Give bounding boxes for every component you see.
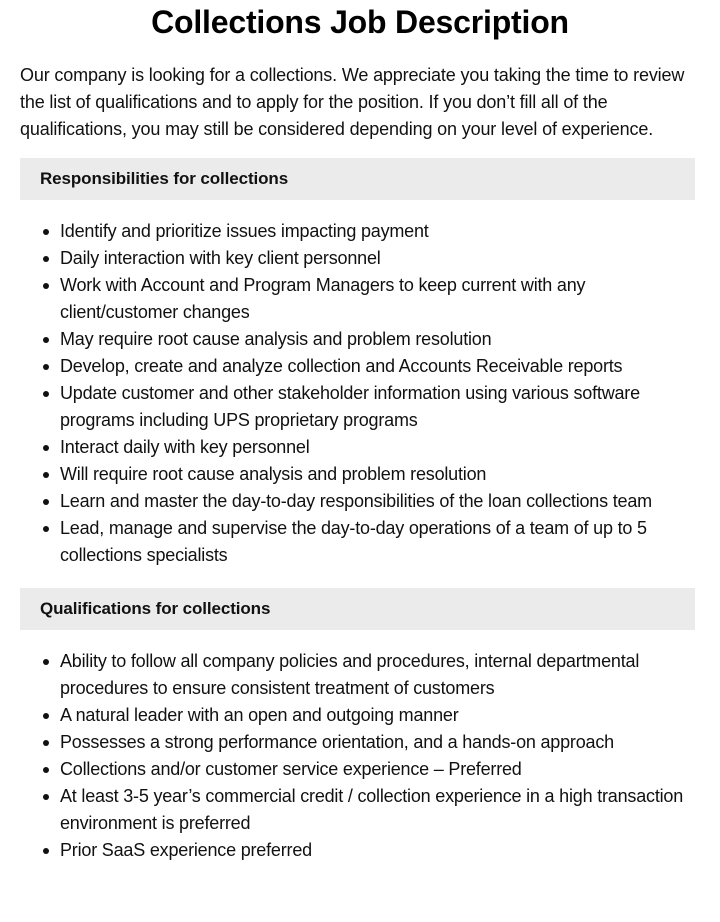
list-item: Learn and master the day-to-day responsibilities of the loan collections team	[60, 488, 700, 515]
list-item: Develop, create and analyze collection and Accounts Receivable reports	[60, 353, 700, 380]
bullet-icon	[43, 713, 49, 719]
responsibilities-list	[20, 218, 700, 569]
bullet-icon	[43, 283, 49, 289]
bullet-icon	[43, 364, 49, 370]
bullet-icon	[43, 848, 49, 854]
list-item: Collections and/or customer service experience – Preferred	[60, 756, 700, 783]
qualifications-header	[20, 588, 695, 630]
intro-paragraph: Our company is looking for a collections. We appreciate you taking the time to review the list of qualifications and to apply for the position. If you don’t fill all of the qualifications, you may still be considered depending on your level of experience.	[20, 65, 685, 139]
bullet-icon	[43, 256, 49, 262]
bullet-icon	[43, 229, 49, 235]
bullet-icon	[43, 391, 49, 397]
list-item: Will require root cause analysis and problem resolution	[60, 461, 700, 488]
bullet-icon	[43, 472, 49, 478]
qualifications-list	[20, 648, 700, 864]
qualifications-section	[0, 588, 720, 864]
list-item: A natural leader with an open and outgoing manner	[60, 702, 700, 729]
list-item: Lead, manage and supervise the day-to-day operations of a team of up to 5 collections specialists	[60, 515, 700, 569]
bullet-icon	[43, 526, 49, 532]
list-item: Work with Account and Program Managers to keep current with any client/customer changes	[60, 272, 700, 326]
list-item: Ability to follow all company policies and procedures, internal departmental procedures to ensure consistent treatment of customers	[60, 648, 700, 702]
bullet-icon	[43, 445, 49, 451]
list-item: Update customer and other stakeholder information using various software programs including UPS proprietary programs	[60, 380, 700, 434]
list-item: Identify and prioritize issues impacting payment	[60, 218, 700, 245]
bullet-icon	[43, 499, 49, 505]
responsibilities-section	[0, 158, 720, 569]
list-item: Daily interaction with key client personnel	[60, 245, 700, 272]
bullet-icon	[43, 337, 49, 343]
bullet-icon	[43, 740, 49, 746]
bullet-icon	[43, 659, 49, 665]
responsibilities-heading: Responsibilities for collections	[40, 169, 289, 188]
list-item: May require root cause analysis and problem resolution	[60, 326, 700, 353]
list-item: Possesses a strong performance orientation, and a hands-on approach	[60, 729, 700, 756]
page-title: Collections Job Description	[151, 4, 569, 40]
list-item: At least 3-5 year’s commercial credit / collection experience in a high transaction environment is preferred	[60, 783, 700, 837]
responsibilities-header	[20, 158, 695, 200]
bullet-icon	[43, 794, 49, 800]
qualifications-heading: Qualifications for collections	[40, 599, 271, 618]
bullet-icon	[43, 767, 49, 773]
list-item: Prior SaaS experience preferred	[60, 837, 700, 864]
list-item: Interact daily with key personnel	[60, 434, 700, 461]
